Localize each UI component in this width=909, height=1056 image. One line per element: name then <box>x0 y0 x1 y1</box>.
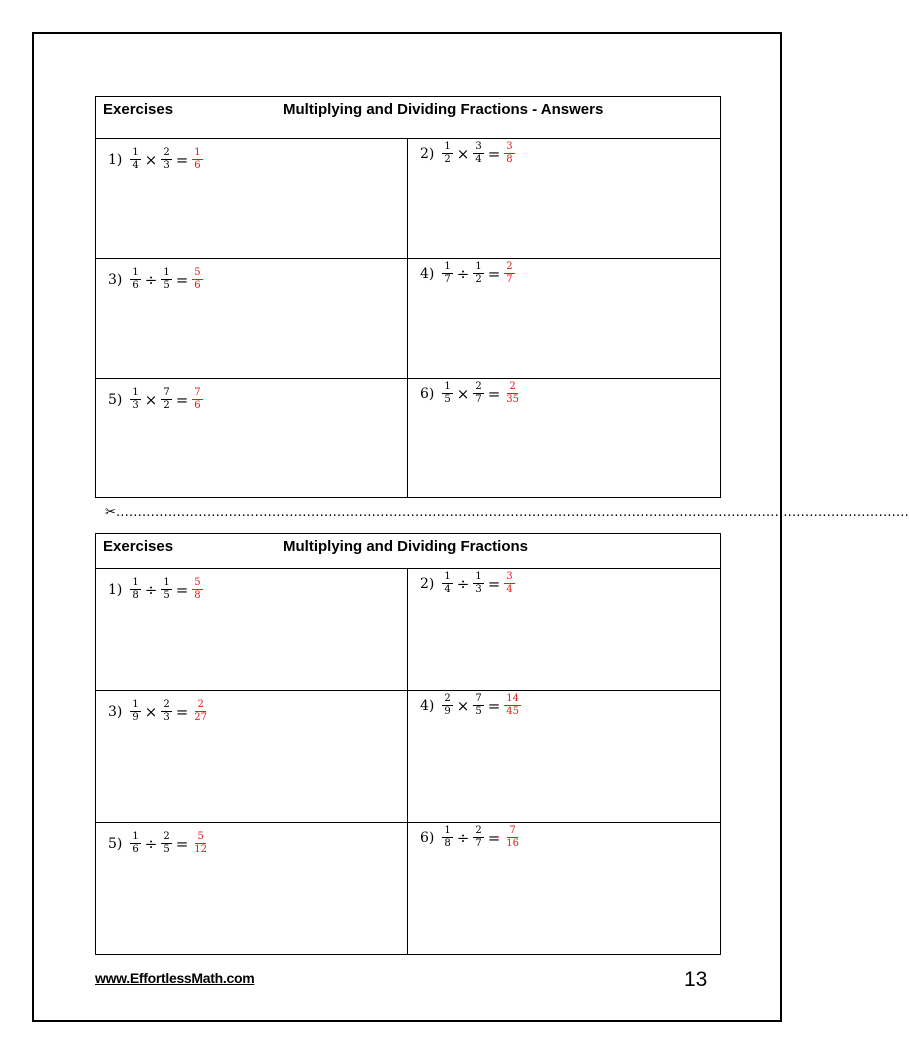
numerator: 1 <box>194 147 201 158</box>
problem-grid <box>96 139 720 497</box>
problem-number: 5) <box>108 391 123 408</box>
denominator: 2 <box>475 274 482 285</box>
problem-cell <box>408 569 720 691</box>
denominator: 5 <box>475 706 482 717</box>
problem-number: 2) <box>420 575 435 592</box>
numerator: 7 <box>475 693 482 704</box>
operator: ÷ <box>144 270 158 289</box>
numerator: 2 <box>509 381 516 392</box>
problem-expression <box>108 699 211 724</box>
answer-fraction <box>504 261 514 286</box>
denominator: 45 <box>506 706 520 717</box>
denominator: 7 <box>475 838 482 849</box>
numerator: 3 <box>475 141 482 152</box>
numerator: 1 <box>163 577 170 588</box>
denominator: 27 <box>194 712 208 723</box>
numerator: 2 <box>197 699 204 710</box>
sheet-title: Multiplying and Dividing Fractions - Answers <box>283 101 604 118</box>
equals-sign: = <box>175 834 189 853</box>
problem-cell <box>96 691 408 823</box>
operator: ÷ <box>456 828 470 847</box>
numerator: 1 <box>444 381 451 392</box>
problem-expression <box>108 387 205 412</box>
denominator: 4 <box>506 584 513 595</box>
denominator: 4 <box>475 154 482 165</box>
problem-expression <box>420 261 517 286</box>
numerator: 1 <box>163 267 170 278</box>
denominator: 3 <box>475 584 482 595</box>
problem-cell <box>408 379 720 497</box>
fraction-a <box>442 261 452 286</box>
problem-expression <box>420 381 523 406</box>
exercises-sheet <box>95 533 721 955</box>
answer-fraction <box>192 577 202 602</box>
fraction-a <box>130 577 140 602</box>
operator: × <box>144 150 158 169</box>
equals-sign: = <box>487 574 501 593</box>
operator: × <box>456 696 470 715</box>
numerator: 1 <box>475 571 482 582</box>
denominator: 6 <box>194 280 201 291</box>
denominator: 8 <box>194 590 201 601</box>
operator: ÷ <box>456 574 470 593</box>
problem-number: 4) <box>420 697 435 714</box>
operator: ÷ <box>456 264 470 283</box>
operator: ÷ <box>144 834 158 853</box>
problem-number: 1) <box>108 581 123 598</box>
denominator: 3 <box>132 400 139 411</box>
problem-cell <box>408 823 720 954</box>
denominator: 5 <box>163 844 170 855</box>
denominator: 8 <box>506 154 513 165</box>
numerator: 5 <box>194 267 201 278</box>
denominator: 6 <box>194 400 201 411</box>
problem-number: 3) <box>108 703 123 720</box>
page-number: 13 <box>684 968 708 991</box>
sheet-title: Multiplying and Dividing Fractions <box>283 538 529 555</box>
numerator: 2 <box>475 825 482 836</box>
numerator: 1 <box>475 261 482 272</box>
problem-number: 5) <box>108 835 123 852</box>
denominator: 2 <box>163 400 170 411</box>
fraction-a <box>442 381 452 406</box>
fraction-b <box>473 571 483 596</box>
numerator: 2 <box>506 261 513 272</box>
exercises-label: Exercises <box>103 101 174 118</box>
fraction-b <box>161 267 171 292</box>
operator: × <box>456 144 470 163</box>
fraction-b <box>161 577 171 602</box>
problem-cell <box>96 569 408 691</box>
problem-cell <box>96 823 408 954</box>
numerator: 1 <box>132 577 139 588</box>
operator: ÷ <box>144 580 158 599</box>
numerator: 1 <box>444 261 451 272</box>
answer-fraction <box>504 693 521 718</box>
problem-cell <box>96 139 408 259</box>
problem-expression <box>108 831 211 856</box>
answer-fraction <box>504 571 514 596</box>
problem-expression <box>420 141 517 166</box>
numerator: 1 <box>444 141 451 152</box>
problem-number: 1) <box>108 151 123 168</box>
problem-cell <box>408 139 720 259</box>
numerator: 5 <box>197 831 204 842</box>
numerator: 2 <box>163 831 170 842</box>
fraction-b <box>161 699 171 724</box>
equals-sign: = <box>487 264 501 283</box>
problem-expression <box>420 693 523 718</box>
fraction-a <box>442 693 452 718</box>
equals-sign: = <box>487 696 501 715</box>
denominator: 8 <box>132 590 139 601</box>
numerator: 2 <box>475 381 482 392</box>
answer-fraction <box>504 141 514 166</box>
answer-fraction <box>192 831 209 856</box>
fraction-a <box>130 267 140 292</box>
denominator: 5 <box>444 394 451 405</box>
numerator: 7 <box>194 387 201 398</box>
denominator: 9 <box>132 712 139 723</box>
problem-expression <box>108 577 205 602</box>
numerator: 1 <box>132 699 139 710</box>
fraction-b <box>473 141 483 166</box>
numerator: 2 <box>163 147 170 158</box>
operator: × <box>144 390 158 409</box>
numerator: 7 <box>509 825 516 836</box>
numerator: 3 <box>506 141 513 152</box>
denominator: 5 <box>163 280 170 291</box>
fraction-b <box>473 825 483 850</box>
denominator: 7 <box>506 274 513 285</box>
sheet-header <box>96 534 720 569</box>
cut-line: ✂………………………………………………………………………………………………………………………………………………………………… <box>105 505 909 520</box>
answer-fraction <box>192 147 202 172</box>
denominator: 3 <box>163 712 170 723</box>
fraction-a <box>130 147 140 172</box>
answer-fraction <box>504 825 521 850</box>
problem-cell <box>408 691 720 823</box>
sheet-header <box>96 97 720 139</box>
denominator: 9 <box>444 706 451 717</box>
problem-number: 4) <box>420 265 435 282</box>
problem-expression <box>420 571 517 596</box>
answer-fraction <box>192 387 202 412</box>
problem-cell <box>96 379 408 497</box>
denominator: 3 <box>163 160 170 171</box>
denominator: 6 <box>132 844 139 855</box>
equals-sign: = <box>487 384 501 403</box>
fraction-b <box>161 147 171 172</box>
fraction-b <box>473 381 483 406</box>
numerator: 1 <box>444 825 451 836</box>
numerator: 1 <box>444 571 451 582</box>
denominator: 7 <box>444 274 451 285</box>
answer-fraction <box>504 381 521 406</box>
operator: × <box>456 384 470 403</box>
denominator: 6 <box>194 160 201 171</box>
denominator: 5 <box>163 590 170 601</box>
denominator: 4 <box>132 160 139 171</box>
denominator: 12 <box>194 844 208 855</box>
problem-expression <box>108 267 205 292</box>
numerator: 3 <box>506 571 513 582</box>
denominator: 4 <box>444 584 451 595</box>
numerator: 2 <box>444 693 451 704</box>
fraction-b <box>161 387 171 412</box>
equals-sign: = <box>175 580 189 599</box>
fraction-a <box>442 141 452 166</box>
denominator: 16 <box>506 838 520 849</box>
numerator: 1 <box>132 387 139 398</box>
fraction-b <box>473 693 483 718</box>
answers-sheet <box>95 96 721 498</box>
fraction-a <box>130 699 140 724</box>
numerator: 1 <box>132 267 139 278</box>
fraction-a <box>130 387 140 412</box>
numerator: 5 <box>194 577 201 588</box>
problem-number: 3) <box>108 271 123 288</box>
equals-sign: = <box>487 828 501 847</box>
fraction-a <box>442 825 452 850</box>
denominator: 7 <box>475 394 482 405</box>
answer-fraction <box>192 699 209 724</box>
fraction-a <box>130 831 140 856</box>
numerator: 1 <box>132 147 139 158</box>
equals-sign: = <box>175 390 189 409</box>
numerator: 2 <box>163 699 170 710</box>
problem-number: 2) <box>420 145 435 162</box>
problem-cell <box>408 259 720 379</box>
problem-expression <box>108 147 205 172</box>
numerator: 14 <box>506 693 520 704</box>
problem-grid <box>96 569 720 954</box>
website-link[interactable]: www.EffortlessMath.com <box>95 970 255 986</box>
answer-fraction <box>192 267 202 292</box>
problem-number: 6) <box>420 829 435 846</box>
denominator: 8 <box>444 838 451 849</box>
denominator: 2 <box>444 154 451 165</box>
operator: × <box>144 702 158 721</box>
equals-sign: = <box>175 270 189 289</box>
exercises-label: Exercises <box>103 538 174 555</box>
numerator: 7 <box>163 387 170 398</box>
fraction-b <box>161 831 171 856</box>
problem-number: 6) <box>420 385 435 402</box>
problem-cell <box>96 259 408 379</box>
denominator: 35 <box>506 394 520 405</box>
equals-sign: = <box>175 150 189 169</box>
denominator: 6 <box>132 280 139 291</box>
numerator: 1 <box>132 831 139 842</box>
equals-sign: = <box>487 144 501 163</box>
equals-sign: = <box>175 702 189 721</box>
problem-expression <box>420 825 523 850</box>
fraction-a <box>442 571 452 596</box>
fraction-b <box>473 261 483 286</box>
